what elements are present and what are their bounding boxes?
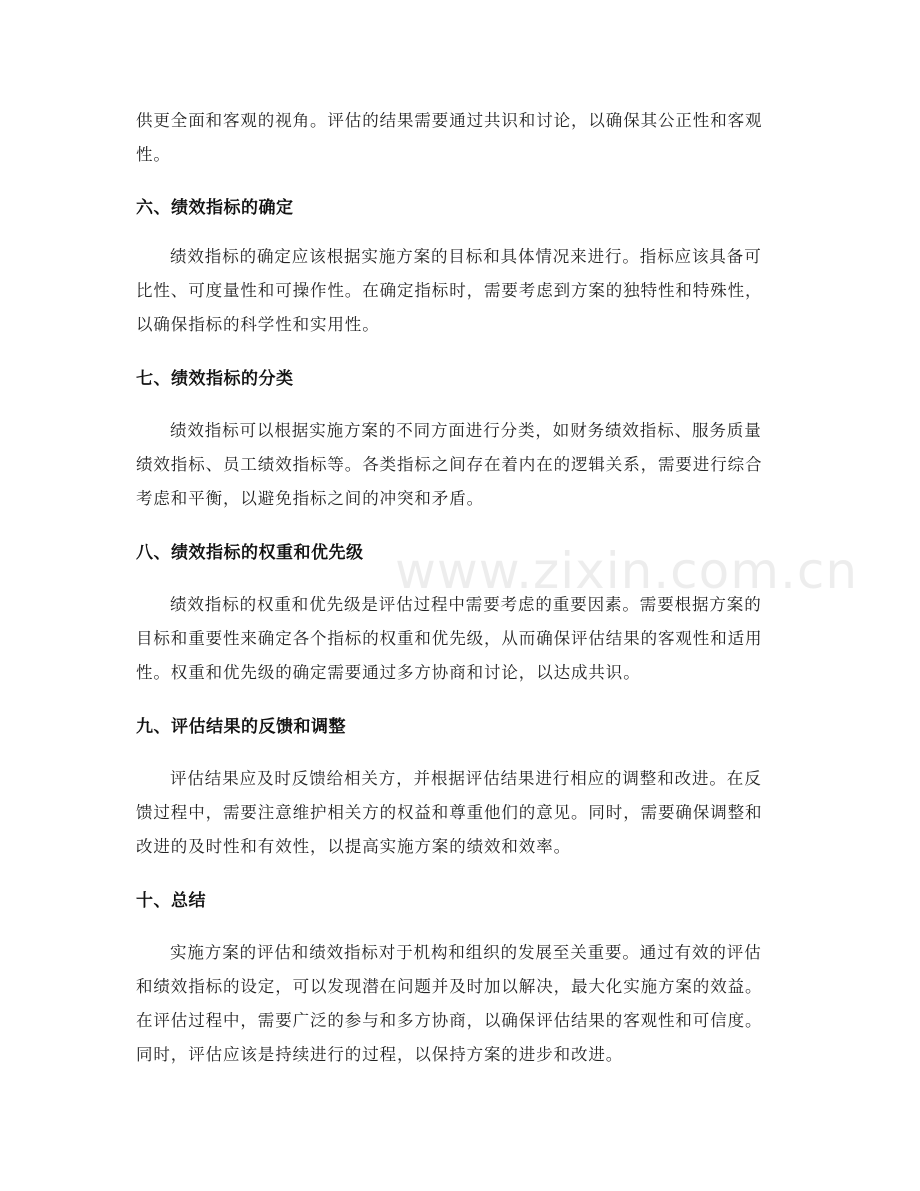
paragraph-line: 比性、可度量性和可操作性。在确定指标时，需要考虑到方案的独特性和特殊性， [136,281,763,300]
paragraph-line: 供更全面和客观的视角。评估的结果需要通过共识和讨论，以确保其公正性和客观 [136,111,763,130]
intro-paragraph [136,104,786,172]
section-heading-9: 九、评估结果的反馈和调整 [136,717,346,737]
section-heading-7: 七、绩效指标的分类 [136,369,294,389]
paragraph-line: 以确保指标的科学性和实用性。 [136,315,380,334]
paragraph-line: 目标和重要性来确定各个指标的权重和优先级，从而确保评估结果的客观性和适用 [136,629,763,648]
paragraph-line: 性。权重和优先级的确定需要通过多方协商和讨论，以达成共识。 [136,663,641,682]
paragraph-line: 考虑和平衡，以避免指标之间的冲突和矛盾。 [136,489,484,508]
section-paragraph-9 [136,762,786,864]
paragraph-line: 绩效指标可以根据实施方案的不同方面进行分类，如财务绩效指标、服务质量 [170,421,762,440]
section-heading-6: 六、绩效指标的确定 [136,198,294,218]
paragraph-line: 实施方案的评估和绩效指标对于机构和组织的发展至关重要。通过有效的评估 [170,943,762,962]
paragraph-line: 馈过程中，需要注意维护相关方的权益和尊重他们的意见。同时，需要确保调整和 [136,803,763,822]
section-paragraph-8 [136,588,786,690]
section-heading-10: 十、总结 [136,891,206,911]
section-paragraph-6 [136,240,786,342]
paragraph-line: 绩效指标的权重和优先级是评估过程中需要考虑的重要因素。需要根据方案的 [170,595,762,614]
paragraph-line: 改进的及时性和有效性，以提高实施方案的绩效和效率。 [136,837,571,856]
section-heading-8: 八、绩效指标的权重和优先级 [136,543,364,563]
section-paragraph-10 [136,936,786,1072]
paragraph-line: 绩效指标、员工绩效指标等。各类指标之间存在着内在的逻辑关系，需要进行综合 [136,455,763,474]
paragraph-line: 同时，评估应该是持续进行的过程，以保持方案的进步和改进。 [136,1045,624,1064]
watermark: www.zixin.com.cn [395,542,859,600]
paragraph-line: 绩效指标的确定应该根据实施方案的目标和具体情况来进行。指标应该具备可 [170,247,762,266]
paragraph-line: 在评估过程中，需要广泛的参与和多方协商，以确保评估结果的客观性和可信度。 [136,1011,763,1030]
section-paragraph-7 [136,414,786,516]
paragraph-line: 和绩效指标的设定，可以发现潜在问题并及时加以解决，最大化实施方案的效益。 [136,977,763,996]
paragraph-line: 评估结果应及时反馈给相关方，并根据评估结果进行相应的调整和改进。在反 [170,769,762,788]
paragraph-line: 性。 [136,145,171,164]
